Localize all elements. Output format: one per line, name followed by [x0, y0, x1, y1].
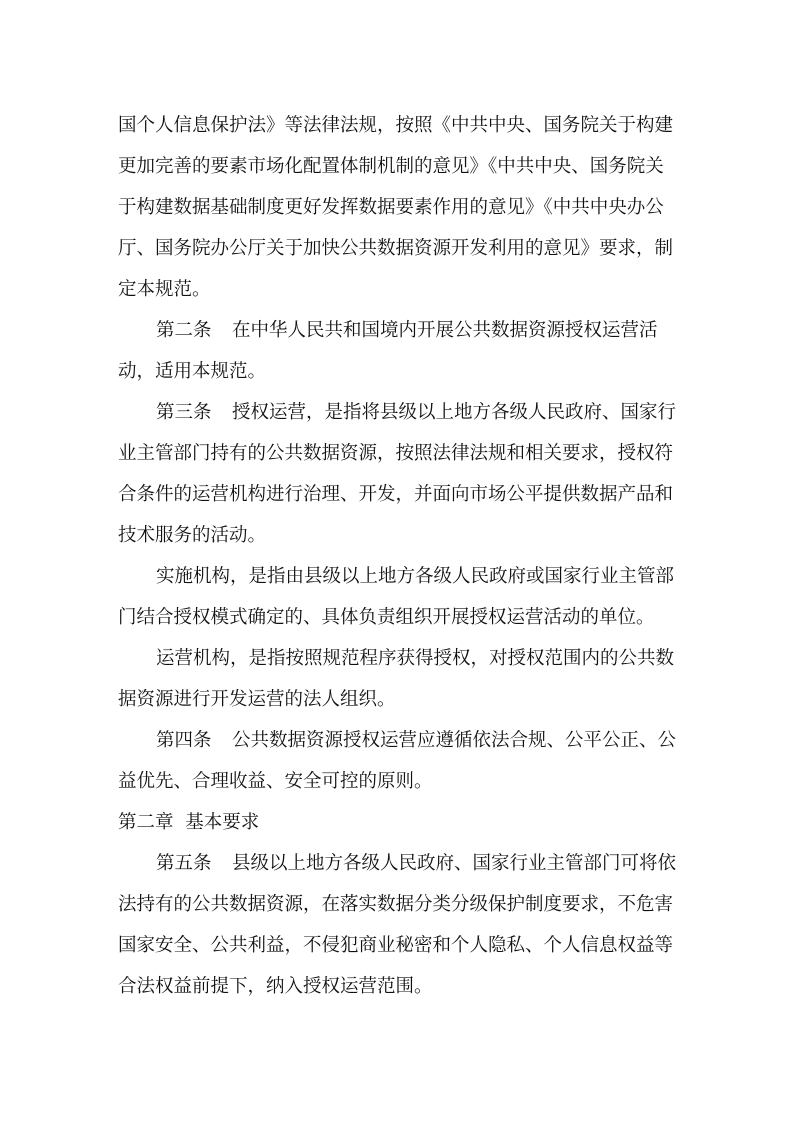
text-line: 门结合授权模式确定的、具体负责组织开展授权运营活动的单位。 [118, 607, 655, 628]
paragraph-continuation [118, 105, 678, 310]
chapter-heading: 第二章 基本要求 [118, 812, 260, 833]
text-line [118, 843, 678, 884]
text-line: 业主管部门持有的公共数据资源，按照法律法规和相关要求，授权符 [118, 443, 674, 464]
text-line: 厅、国务院办公厅关于加快公共数据资源开发利用的意见》要求，制 [118, 238, 674, 259]
article-number: 第二条 [156, 320, 212, 341]
text-line: 益优先、合理收益、安全可控的原则。 [118, 771, 433, 792]
article-text: 在中华人民共和国境内开展公共数据资源授权运营活 [232, 320, 658, 341]
article-text: 授权运营，是指将县级以上地方各级人民政府、国家行 [232, 402, 677, 423]
article-number: 第三条 [156, 402, 212, 423]
text-line: 于构建数据基础制度更好发挥数据要素作用的意见》《中共中央办公 [118, 197, 664, 218]
article-4 [118, 720, 678, 802]
text-line: 合条件的运营机构进行治理、开发，并面向市场公平提供数据产品和 [118, 484, 674, 505]
article-text: 公共数据资源授权运营应遵循依法合规、公平公正、公 [232, 730, 677, 751]
text-line: 据资源进行开发运营的法人组织。 [118, 689, 396, 710]
text-line: 定本规范。 [118, 279, 211, 300]
article-3 [118, 392, 678, 556]
text-line: 实施机构，是指由县级以上地方各级人民政府或国家行业主管部 [156, 566, 675, 587]
article-number: 第五条 [156, 853, 212, 874]
article-5 [118, 843, 678, 1007]
definition-implementing-agency [118, 556, 678, 638]
document-body [118, 105, 678, 1007]
text-line: 法持有的公共数据资源，在落实数据分类分级保护制度要求，不危害 [118, 894, 674, 915]
article-number: 第四条 [156, 730, 212, 751]
text-line: 国个人信息保护法》等法律法规，按照《中共中央、国务院关于构建 [118, 115, 674, 136]
text-line: 国家安全、公共利益，不侵犯商业秘密和个人隐私、个人信息权益等 [118, 935, 674, 956]
article-2 [118, 310, 678, 392]
text-line: 动，适用本规范。 [118, 361, 267, 382]
text-line: 运营机构，是指按照规范程序获得授权，对授权范围内的公共数 [156, 648, 675, 669]
text-line [118, 392, 678, 433]
text-line [118, 310, 678, 351]
definition-operating-agency [118, 638, 678, 720]
text-line: 更加完善的要素市场化配置体制机制的意见》《中共中央、国务院关 [118, 156, 664, 177]
article-text: 县级以上地方各级人民政府、国家行业主管部门可将依 [232, 853, 677, 874]
text-line: 技术服务的活动。 [118, 525, 267, 546]
text-line: 合法权益前提下，纳入授权运营范围。 [118, 976, 433, 997]
text-line [118, 720, 678, 761]
